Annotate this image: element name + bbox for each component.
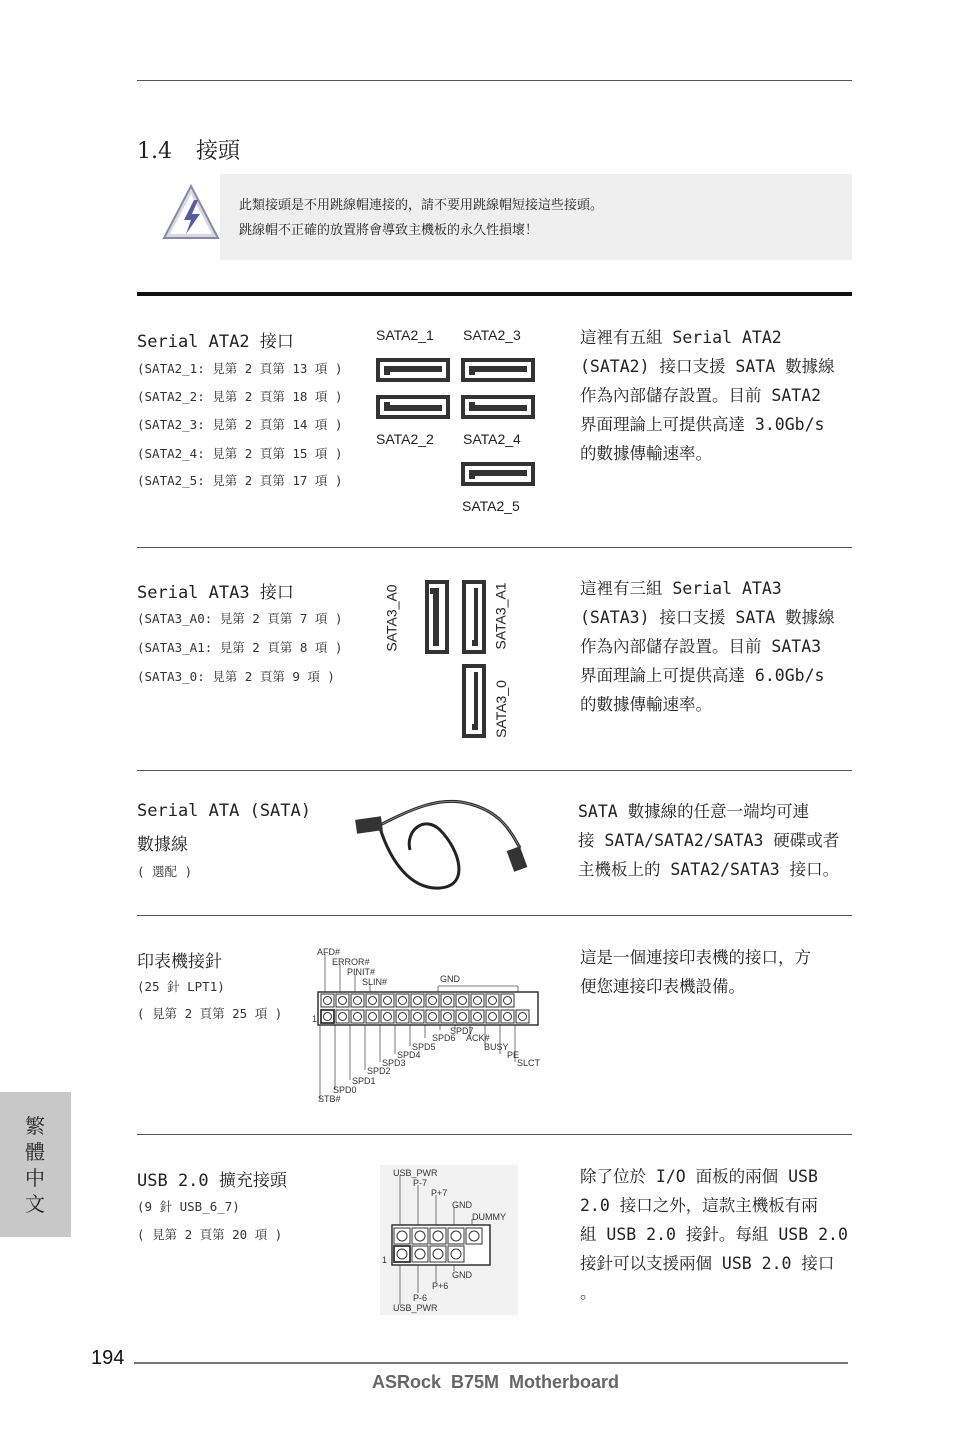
usb-pin-usb-pwr-bottom: USB_PWR: [393, 1303, 438, 1313]
usb-sub-2: ( 見第 2 頁第 20 項 ): [137, 1227, 283, 1242]
cable-title-2: 數據線: [137, 835, 188, 855]
divider-3: [137, 915, 852, 916]
footer-product: ASRock B75M Motherboard: [372, 1372, 620, 1392]
sata2-title: Serial ATA2 接口: [137, 332, 294, 352]
pin-error: ERROR#: [332, 957, 370, 967]
pin-ack: ACK#: [466, 1033, 490, 1043]
sata3-connectors-diagram: [420, 578, 490, 743]
section-title: 接頭: [196, 139, 241, 164]
usb-pin-p-plus-6: P+6: [432, 1281, 449, 1291]
sata3-ref-1: (SATA3_A0: 見第 2 頁第 7 項 ): [137, 611, 343, 626]
pin-spd5: SPD5: [412, 1042, 436, 1052]
warning-box: [220, 174, 852, 260]
sata3-a1-label: SATA3_A1: [492, 582, 509, 650]
sata2-description: 這裡有五組 Serial ATA2 (SATA2) 接口支援 SATA 數據線 作為內部儲存設置。目前 SATA2 界面理論上可提供高達 3.0Gb/s 的數據傳輸速率。: [580, 328, 835, 463]
usb-pin-usb-pwr-top: USB_PWR: [393, 1168, 438, 1178]
pin-spd1: SPD1: [352, 1076, 376, 1086]
sata3-0-label: SATA3_0: [492, 680, 509, 738]
sata3-title: Serial ATA3 接口: [137, 583, 294, 603]
side-tab-char-3: 中: [25, 1166, 45, 1190]
sata3-a0-label: SATA3_A0: [383, 584, 400, 652]
pin-spd7: SPD7: [450, 1026, 474, 1036]
pin-1-marker: 1: [312, 1014, 318, 1024]
usb-pin-p-minus-7: P-7: [413, 1178, 428, 1188]
sata2-ref-3: (SATA2_3: 見第 2 頁第 14 項 ): [137, 417, 343, 432]
warning-icon: [160, 182, 222, 244]
footer-rule: [134, 1362, 848, 1364]
section-number: 1.4: [137, 139, 172, 164]
usb-pin-gnd-bottom: GND: [452, 1270, 472, 1280]
sata3-ref-2: (SATA3_A1: 見第 2 頁第 8 項 ): [137, 640, 343, 655]
usb-title: USB 2.0 擴充接頭: [137, 1171, 287, 1191]
pin-afd: AFD#: [317, 947, 341, 957]
divider-2: [137, 770, 852, 771]
sata2-label-1: SATA2_1: [376, 327, 434, 343]
warning-line-2: 跳線帽不正確的放置將會導致主機板的永久性損壞！: [239, 223, 539, 238]
sata2-label-5: SATA2_5: [462, 498, 520, 514]
sata2-connectors-diagram: [370, 350, 540, 490]
warning-line-1: 此類接頭是不用跳線帽連接的，請不要用跳線帽短接這些接頭。: [239, 198, 604, 213]
usb-sub-1: (9 針 USB_6_7): [137, 1199, 240, 1214]
sata2-label-4: SATA2_4: [463, 431, 521, 447]
usb-pin-1-marker: 1: [382, 1255, 388, 1265]
pin-spd0: SPD0: [333, 1085, 357, 1095]
pin-stb: STB#: [318, 1094, 341, 1104]
divider-1: [137, 547, 852, 548]
sata2-ref-5: (SATA2_5: 見第 2 頁第 17 項 ): [137, 473, 343, 488]
section-heading: [137, 134, 240, 165]
page-number: 194: [91, 1347, 125, 1369]
sata2-label-3: SATA2_3: [463, 327, 521, 343]
sata3-ref-3: (SATA3_0: 見第 2 頁第 9 項 ): [137, 669, 335, 684]
printer-description: 這是一個連接印表機的接口，方 便您連接印表機設備。: [580, 948, 811, 996]
divider-4: [137, 1134, 852, 1135]
usb-pin-p-plus-7: P+7: [431, 1188, 448, 1198]
side-tab-char-2: 體: [25, 1140, 45, 1164]
pin-spd6: SPD6: [432, 1033, 456, 1043]
cable-description: SATA 數據線的任意一端均可連 接 SATA/SATA2/SATA3 硬碟或者 主機板上的 SATA2/SATA3 接口。: [578, 802, 840, 879]
cable-note: ( 選配 ): [137, 864, 193, 879]
pin-pe: PE: [507, 1050, 520, 1060]
cable-title-1: Serial ATA (SATA): [137, 801, 311, 821]
usb-header-diagram: [380, 1165, 520, 1315]
pin-slct: SLCT: [517, 1058, 541, 1068]
thick-rule: [137, 292, 852, 296]
side-tab-char-4: 文: [25, 1192, 45, 1216]
pin-spd2: SPD2: [367, 1066, 391, 1076]
pin-pinit: PINIT#: [347, 967, 376, 977]
pin-slin: SLIN#: [362, 977, 388, 987]
printer-header-diagram: [308, 940, 548, 1110]
sata2-label-2: SATA2_2: [376, 431, 434, 447]
pin-gnd: GND: [440, 974, 460, 984]
side-tab-char-1: 繁: [25, 1114, 45, 1138]
sata3-description: 這裡有三組 Serial ATA3 (SATA3) 接口支援 SATA 數據線 作為內部儲存設置。目前 SATA3 界面理論上可提供高達 6.0Gb/s 的數據傳輸速率。: [580, 579, 835, 714]
pin-spd4: SPD4: [397, 1050, 421, 1060]
printer-sub-1: (25 針 LPT1): [137, 979, 225, 994]
usb-description: 除了位於 I/O 面板的兩個 USB 2.0 接口之外，這款主機板有兩 組 USB 2.0 接針。每組 USB 2.0 接針可以支援兩個 USB 2.0 接口 。: [580, 1167, 848, 1302]
usb-pin-p-minus-6: P-6: [413, 1293, 428, 1303]
top-rule: [137, 80, 852, 81]
sata2-ref-1: (SATA2_1: 見第 2 頁第 13 項 ): [137, 361, 343, 376]
language-side-tab: [0, 1092, 71, 1237]
pin-busy: BUSY: [484, 1042, 509, 1052]
usb-pin-dummy: DUMMY: [472, 1212, 506, 1222]
sata2-ref-4: (SATA2_4: 見第 2 頁第 15 項 ): [137, 446, 343, 461]
pin-spd3: SPD3: [382, 1058, 406, 1068]
usb-pin-gnd-top: GND: [452, 1200, 472, 1210]
sata2-ref-2: (SATA2_2: 見第 2 頁第 18 項 ): [137, 389, 343, 404]
sata-cable-illustration: [350, 790, 540, 900]
printer-sub-2: ( 見第 2 頁第 25 項 ): [137, 1006, 283, 1021]
printer-title: 印表機接針: [137, 952, 222, 972]
